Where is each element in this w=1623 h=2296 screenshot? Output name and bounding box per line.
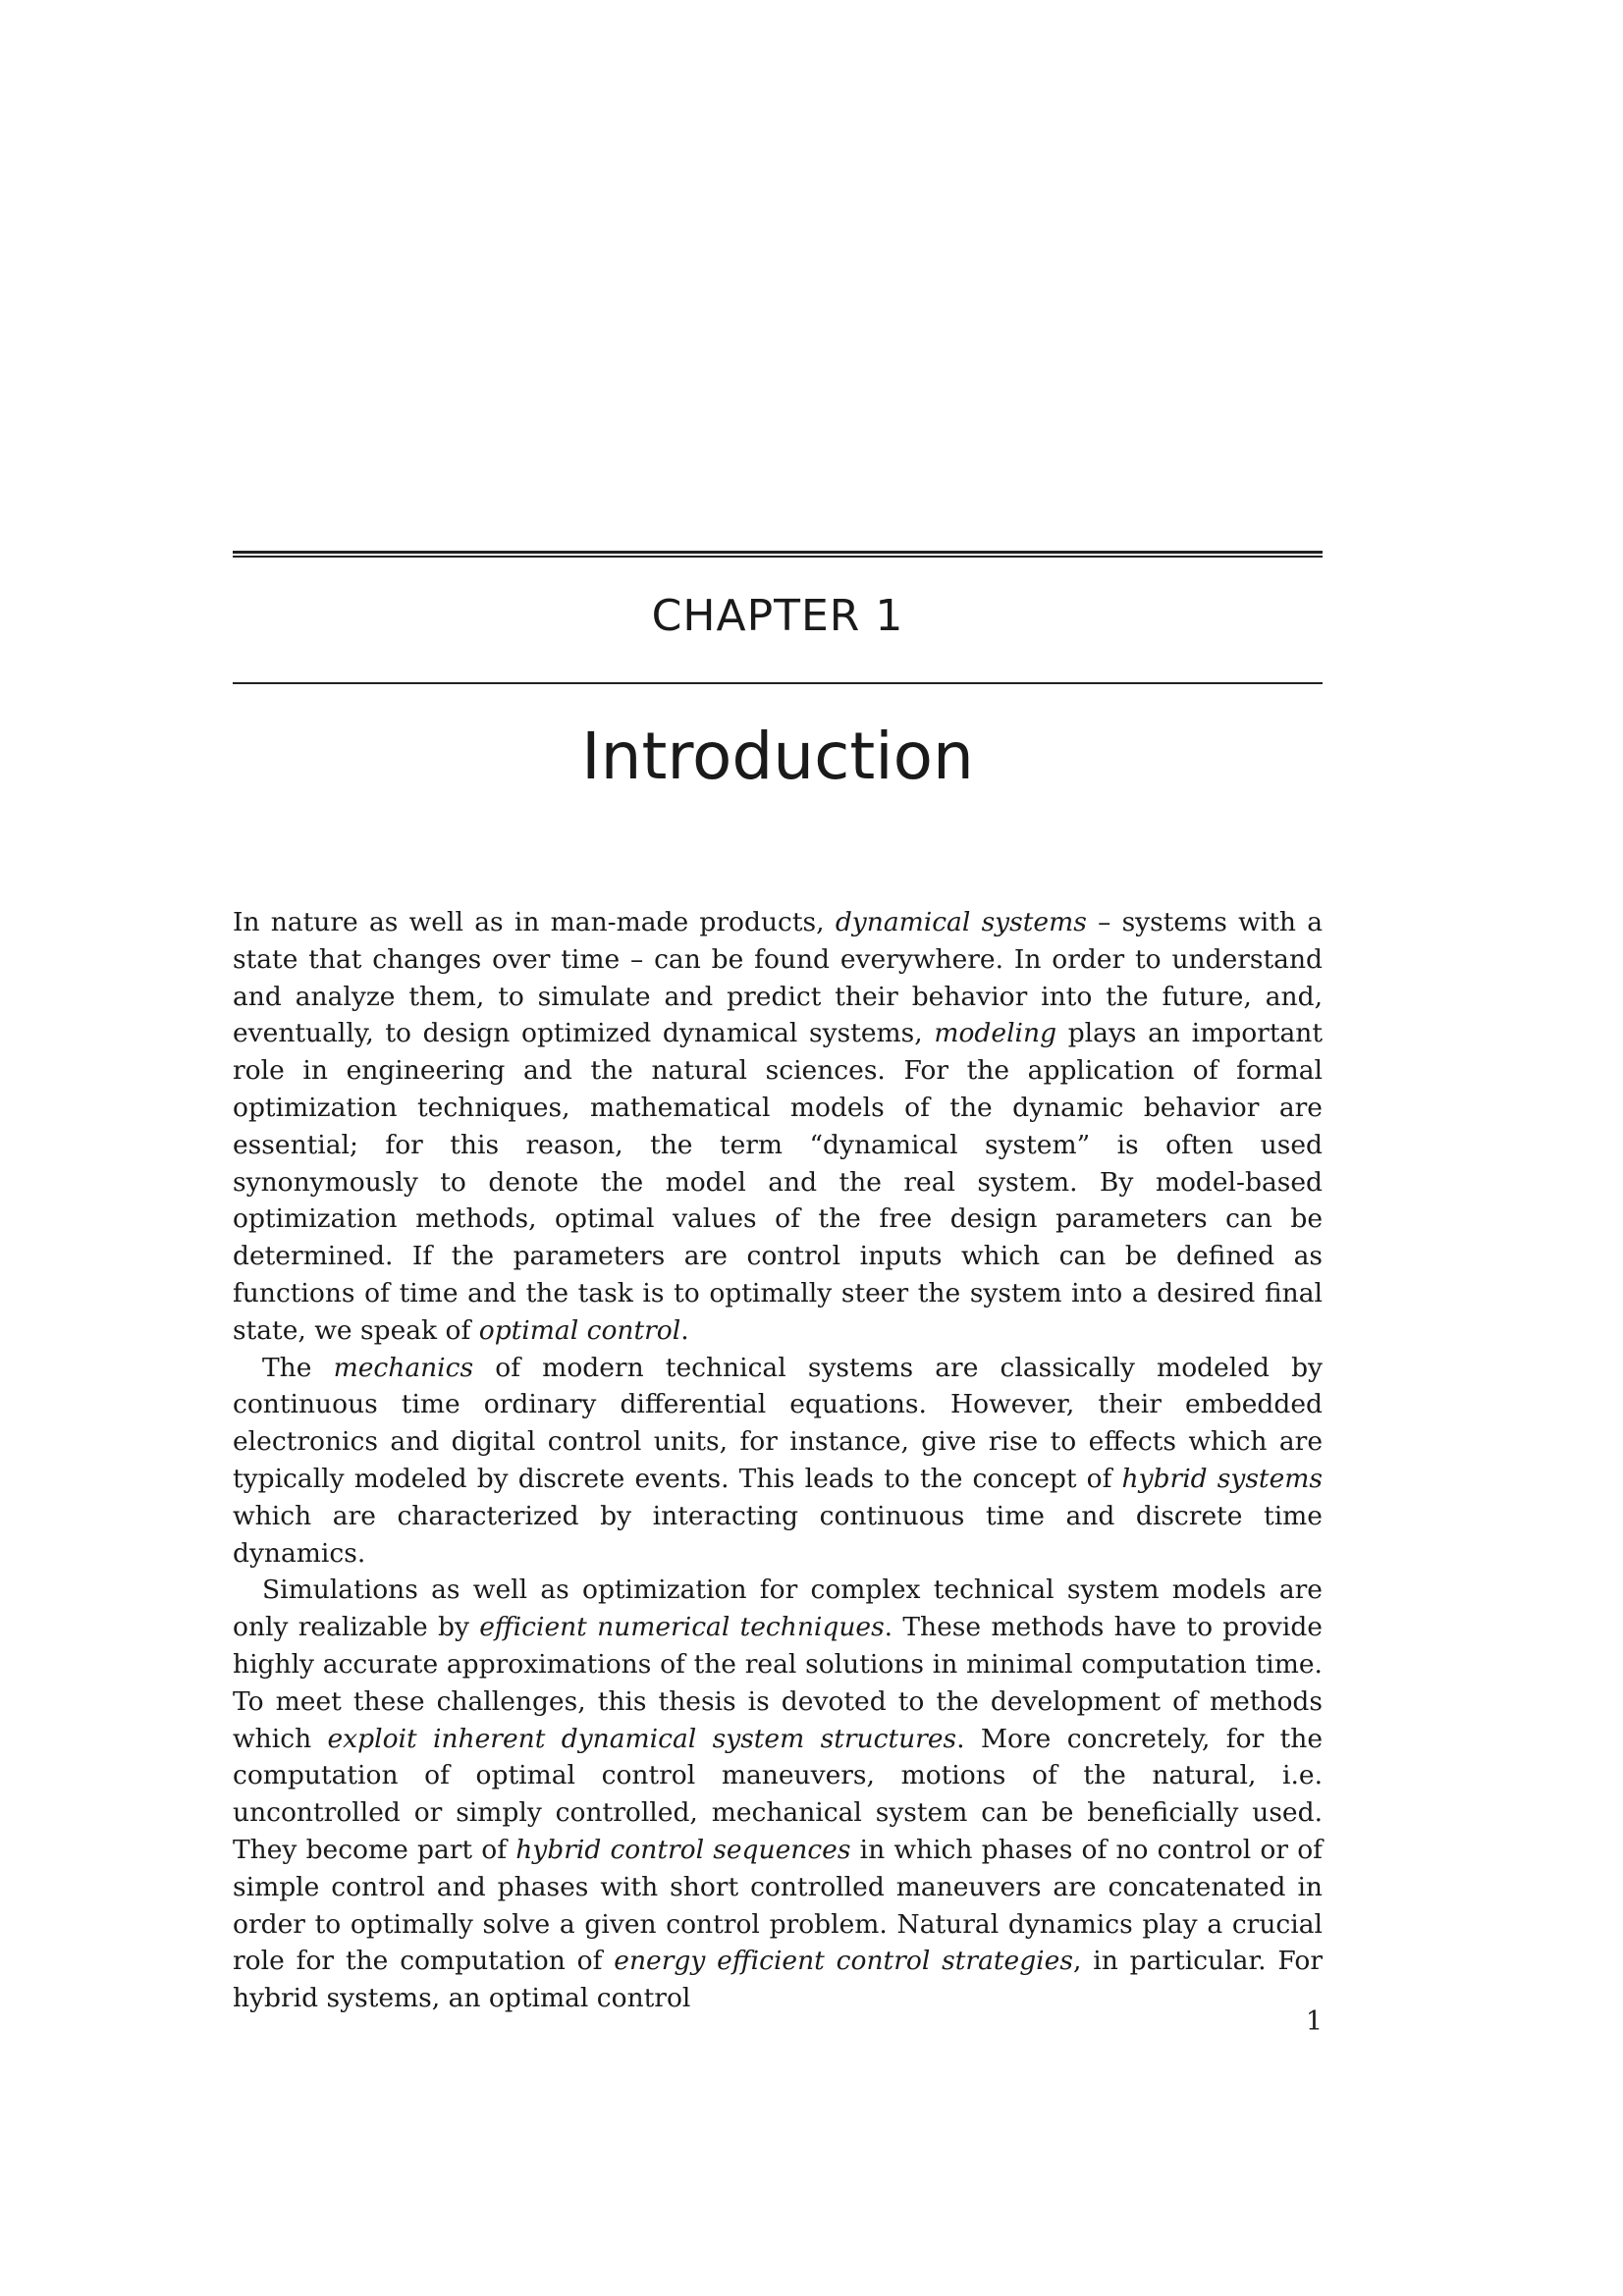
emphasis-term: exploit inherent dynamical system structures — [327, 1723, 957, 1754]
text-segment: in which phases of no control or of simple control and phases with short controlled maneuvers are concatenated in order to optimally solve a given control problem. Natural dynamics play a crucial role for the computation of — [233, 1834, 1323, 1977]
text-segment: – systems with a state that changes over time – can be found everywhere. In order to understand and analyze them, to simulate and predict their behavior into the future, and, eventually, to design optimized dynamical systems, — [233, 907, 1323, 1049]
emphasis-term: hybrid systems — [1121, 1463, 1323, 1494]
emphasis-term: energy efficient control strategies — [614, 1946, 1073, 1977]
emphasis-term: mechanics — [333, 1352, 474, 1383]
paragraph-2 — [233, 1350, 1323, 1573]
emphasis-term: dynamical systems — [835, 907, 1087, 937]
text-segment: of modern technical systems are classically modeled by continuous time ordinary differential equations. However, their embedded electronics and digital control units, for instance, give rise to effects which are typically modeled by discrete events. This leads to the concept of — [233, 1352, 1324, 1494]
body-text — [233, 904, 1323, 2017]
text-segment: In nature as well as in man-made products, — [233, 907, 836, 937]
page-number: 1 — [1305, 2006, 1323, 2037]
text-segment: . These methods have to provide highly accurate approximations of the real solutions in minimal computation time. To meet these challenges, this thesis is devoted to the development of methods which — [233, 1612, 1323, 1754]
paragraph-1 — [233, 904, 1323, 1350]
text-segment: which are characterized by interacting continuous time and discrete time dynamics. — [233, 1500, 1323, 1569]
chapter-label: CHAPTER 1 — [651, 591, 904, 641]
emphasis-term: efficient numerical techniques — [479, 1612, 885, 1643]
emphasis-term: hybrid control sequences — [515, 1834, 851, 1865]
chapter-title: Introduction — [581, 719, 974, 794]
emphasis-term: optimal control — [478, 1314, 681, 1346]
emphasis-term: modeling — [934, 1018, 1057, 1049]
text-segment: plays an important role in engineering and the natural sciences. For the application of formal optimization techniques, mathematical models of the dynamic behavior are essential; for this reason, the term “dynamical system” is often used synonymously to denote the model and the real system. By model-based optimization methods, optimal values of the free design parameters can be determined. If the parameters are control inputs which can be defined as functions of time and the task is to optimally steer the system into a desired final state, we speak of — [233, 1018, 1323, 1346]
paragraph-3 — [233, 1572, 1323, 2017]
chapter-top-rule — [233, 551, 1323, 558]
chapter-divider-rule — [233, 682, 1323, 684]
text-segment: The — [262, 1352, 334, 1383]
text-segment: , in particular. For hybrid systems, an optimal control — [233, 1946, 1323, 2014]
text-segment: Simulations as well as optimization for complex technical system models are only realizable by — [233, 1575, 1323, 1643]
text-segment: . — [680, 1314, 689, 1346]
text-segment: . More concretely, for the computation of optimal control maneuvers, motions of the natural, i.e. uncontrolled or simply controlled, mechanical system can be beneficially used. They become part of — [233, 1723, 1323, 1865]
